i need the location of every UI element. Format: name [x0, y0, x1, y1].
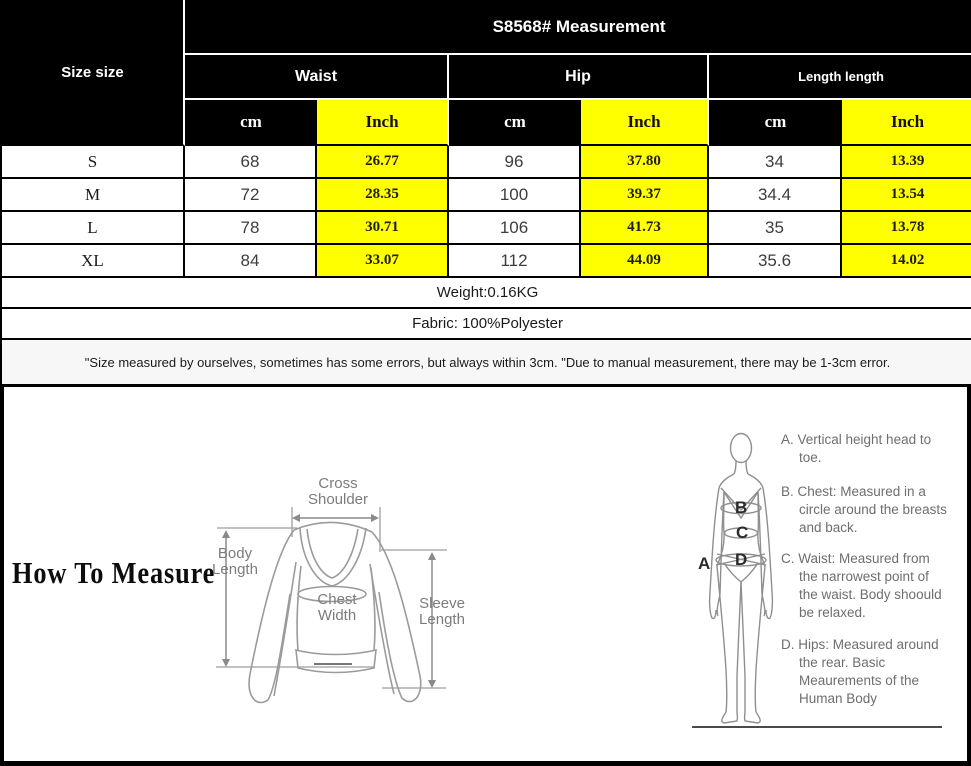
size-label: S [2, 146, 185, 179]
weight-row: Weight:0.16KG [2, 278, 971, 309]
table-row [2, 179, 971, 212]
hip-inch-value: 41.73 [581, 212, 709, 245]
how-to-measure-title: How To Measure [12, 555, 216, 590]
hip-inch-value: 37.80 [581, 146, 709, 179]
annotation-a: A. Vertical height head to toe. [781, 432, 932, 465]
group-header-hip: Hip [449, 55, 709, 100]
waist-cm-value: 78 [185, 212, 317, 245]
sleeve-length-label: Sleeve Length [419, 595, 465, 628]
table-row [2, 212, 971, 245]
hip-cm-value: 96 [449, 146, 581, 179]
hip-cm-value: 100 [449, 179, 581, 212]
figure-letter-a: A [698, 554, 711, 573]
size-label: M [2, 179, 185, 212]
figure-letter-b: B [735, 498, 748, 517]
body-length-label: Body Length [212, 545, 258, 578]
size-label: L [2, 212, 185, 245]
table-title: S8568# Measurement [185, 0, 971, 55]
table-row [2, 245, 971, 278]
length-cm-value: 35.6 [709, 245, 842, 278]
waist-inch-value: 30.71 [317, 212, 449, 245]
length-inch-value: 13.78 [842, 212, 971, 245]
hip-inch-value: 39.37 [581, 179, 709, 212]
length-inch-value: 13.39 [842, 146, 971, 179]
waist-inch-value: 28.35 [317, 179, 449, 212]
cross-shoulder-label: Cross Shoulder [307, 475, 369, 508]
unit-header-hip-inch: Inch [581, 100, 709, 146]
unit-header-length-inch: Inch [842, 100, 971, 146]
unit-header-waist-inch: Inch [317, 100, 449, 146]
unit-header-waist-cm: cm [185, 100, 317, 146]
length-inch-value: 14.02 [842, 245, 971, 278]
waist-inch-value: 33.07 [317, 245, 449, 278]
waist-cm-value: 68 [185, 146, 317, 179]
measure-annotations [781, 431, 947, 708]
chest-width-label: Chest Width [317, 591, 357, 624]
table-row [2, 146, 971, 179]
hip-cm-value: 112 [449, 245, 581, 278]
figure-baseline [692, 726, 942, 728]
annotation-c: C. Waist: Measured from the narrowest point of the waist. Body shoould be relaxed. [781, 551, 942, 620]
how-to-measure-section [0, 387, 971, 766]
unit-header-hip-cm: cm [449, 100, 581, 146]
waist-inch-value: 26.77 [317, 146, 449, 179]
hip-cm-value: 106 [449, 212, 581, 245]
length-inch-value: 13.54 [842, 179, 971, 212]
fabric-row: Fabric: 100%Polyester [2, 309, 971, 340]
figure-letter-d: D [735, 550, 748, 569]
size-column-header: Size size [2, 0, 185, 146]
size-label: XL [2, 245, 185, 278]
waist-cm-value: 72 [185, 179, 317, 212]
figure-letter-c: C [736, 523, 749, 542]
hip-inch-value: 44.09 [581, 245, 709, 278]
length-cm-value: 34 [709, 146, 842, 179]
annotation-b: B. Chest: Measured in a circle around the breasts and back. [781, 484, 947, 535]
group-header-length: Length length [709, 55, 971, 100]
measurement-note: "Size measured by ourselves, sometimes has some errors, but always within 3cm. "Due to manual measurement, there may be 1-3cm error. [2, 340, 971, 387]
group-header-waist: Waist [185, 55, 449, 100]
waist-cm-value: 84 [185, 245, 317, 278]
length-cm-value: 34.4 [709, 179, 842, 212]
length-cm-value: 35 [709, 212, 842, 245]
unit-header-length-cm: cm [709, 100, 842, 146]
annotation-d: D. Hips: Measured around the rear. Basic Meaurements of the Human Body [781, 637, 939, 706]
